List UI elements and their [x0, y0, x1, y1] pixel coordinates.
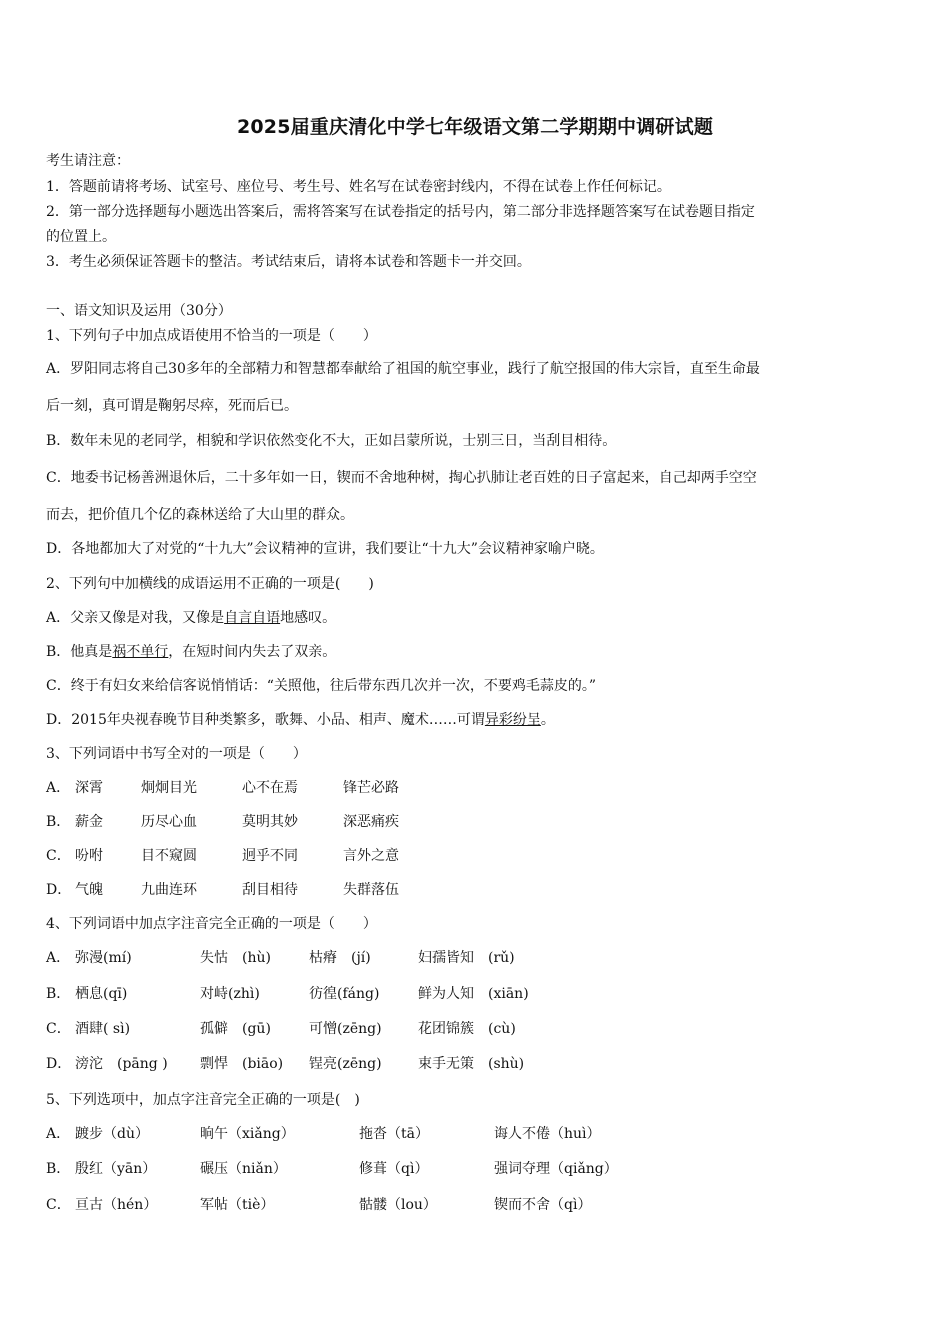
option-text: D．2015年央视春晚节目种类繁多，歌舞、小品、相声、魔术……可谓异彩纷呈。: [46, 712, 555, 728]
exam-page: 2025届重庆清化中学七年级语文第二学期期中调研试题 考生请注意： 1．答题前请将考场、试室号、座位号、考生号、姓名写在试卷密封线内，不得在试卷上作任何标记。 2．第一部分选择题每小题选出答案后，需将答案写在试卷指定的括号内，第二部分非选择题答案写在试卷题目指定 的位置上。 3．考生必须保证答题卡的整洁。考试结束后，请将本试卷和答题卡一并交回。 一、语文知识及运用（30分） 1、下列句子中加点成语使用不恰当的一项是（ ） A．罗阳同志将自己30多年的全部精力和智慧都奉献给了祖国的航空事业，践行了航空报国的伟大宗旨，直至生命最 后一刻，真可谓是鞠躬尽瘁，死而后已。 B．数年未见的老同学，相貌和学识依然变化不大，正如吕蒙所说，士别三日，当刮目相待。 C．地委书记杨善洲退休后，二十多年如一日，锲而不舍地种树，掏心扒肺让老百姓的日子富起来，自己却两手空空 而去，把价值几个亿的森林送给了大山里的群众。 D．各地都加大了对党的“十九大”会议精神的宣讲，我们要让“十九大”会议精神家喻户晓。 2、下列句中加横线的成语运用不正确的一项是( ) A．父亲又像是对我，又像是自言自语地感叹。 B．他真是祸不单行，在短时间内失去了双亲。 C．终于有妇女来给信客说悄悄话：“关照他，往后带东西几次并一次，不要鸡毛蒜皮的。” D．2015年央视春晚节目种类繁多，歌舞、小品、相声、魔术……可谓异彩纷呈。 3、下列词语中书写全对的一项是（ ） A． 深霄 炯炯目光 心不在焉 锋芒必路 B． 薪金 历尽心血 莫明其妙 深恶痛疾 C． 吩咐 目不窥圆 迥乎不同 言外之意 D． 气魄 九曲连环 刮目相待 失群落伍 4、下列词语中加点字注音完全正确的一项是（ ） A． 弥漫(mí) 失怙 (hù) 枯瘠 (jí) 妇孺皆知 (rǔ) B． 栖息(qī) 对峙(zhì) 彷徨(fáng) 鲜为人知 (xiān) C． 酒肆( sì) 孤僻 (gū) 可憎(zēng) 花团锦簇 (cù) D． 滂沱 (pāng ) 剽悍 (biāo) 锃亮(zēng) 束手无策 (shù) 5、下列选项中，加点字注音完全正确的一项是( ) A． 踱步（dù） 晌午（xiǎng） 拖沓（tā） 诲人不倦（huì） B． 殷红（yān） 碾压（niǎn） 修葺（qì） 强词夺理（qiǎng） C． 亘古（hén） 军帖（tiè） 骷髅（lou） 锲而不舍（qì）: [0, 0, 950, 1344]
question-stem: 4、下列词语中加点字注音完全正确的一项是（ ）: [46, 916, 377, 932]
option-text: C．地委书记杨善洲退休后，二十多年如一日，锲而不舍地种树，掏心扒肺让老百姓的日子富起来，自己却两手空空: [46, 470, 757, 486]
option-text: D．各地都加大了对党的“十九大”会议精神的宣讲，我们要让“十九大”会议精神家喻户晓。: [46, 541, 604, 557]
page-title: 2025届重庆清化中学七年级语文第二学期期中调研试题: [236, 116, 714, 138]
notice-item: 的位置上。: [46, 229, 116, 245]
option-text: B．数年未见的老同学，相貌和学识依然变化不大，正如吕蒙所说，士别三日，当刮目相待。: [46, 433, 617, 449]
notice-item: 2．第一部分选择题每小题选出答案后，需将答案写在试卷指定的括号内，第二部分非选择题答案写在试卷题目指定: [46, 204, 755, 220]
option-text: B．他真是祸不单行，在短时间内失去了双亲。: [46, 644, 337, 660]
option-text: 而去，把价值几个亿的森林送给了大山里的群众。: [46, 507, 354, 523]
underlined-idiom: 祸不单行: [112, 644, 169, 660]
option-text: 后一刻，真可谓是鞠躬尽瘁，死而后已。: [46, 398, 298, 414]
underlined-idiom: 异彩纷呈: [484, 712, 541, 728]
question-stem: 3、下列词语中书写全对的一项是（ ）: [46, 746, 307, 762]
notice-heading: 考生请注意：: [46, 153, 130, 169]
underlined-idiom: 自言自语: [224, 610, 281, 626]
question-stem: 2、下列句中加横线的成语运用不正确的一项是( ): [46, 576, 374, 592]
question-stem: 1、下列句子中加点成语使用不恰当的一项是（ ）: [46, 328, 377, 344]
notice-item: 1．答题前请将考场、试室号、座位号、考生号、姓名写在试卷密封线内，不得在试卷上作任何标记。: [46, 179, 671, 195]
option-text: A．父亲又像是对我，又像是自言自语地感叹。: [46, 610, 337, 626]
section-heading: 一、语文知识及运用（30分）: [46, 303, 232, 319]
option-text: A．罗阳同志将自己30多年的全部精力和智慧都奉献给了祖国的航空事业，践行了航空报国的伟大宗旨，直至生命最: [46, 361, 760, 377]
notice-item: 3．考生必须保证答题卡的整洁。考试结束后，请将本试卷和答题卡一并交回。: [46, 254, 531, 270]
question-stem: 5、下列选项中，加点字注音完全正确的一项是( ): [46, 1092, 360, 1108]
option-text: C．终于有妇女来给信客说悄悄话：“关照他，往后带东西几次并一次，不要鸡毛蒜皮的。”: [46, 678, 597, 694]
